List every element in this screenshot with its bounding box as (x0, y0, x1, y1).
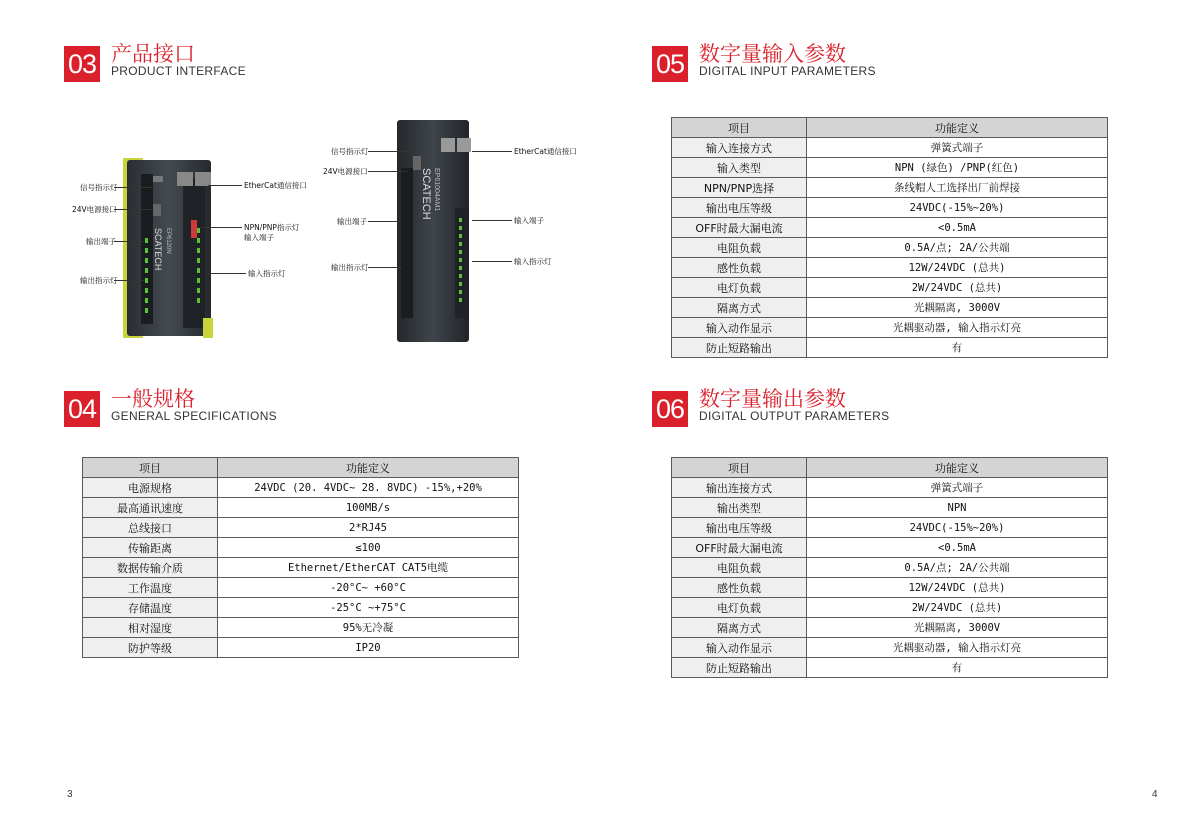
callout-power-port-left: 24V电源接口 (72, 205, 117, 214)
row-value: 12W/24VDC (总共) (807, 578, 1108, 598)
table-row (672, 218, 1108, 238)
section-05-header (652, 42, 952, 82)
row-value: 有 (807, 658, 1108, 678)
section-title-en: DIGITAL OUTPUT PARAMETERS (699, 409, 890, 423)
section-06-header (652, 387, 952, 427)
row-value: -20°C~ +60°C (218, 578, 519, 598)
callout-signal-led-right: 信号指示灯 (331, 147, 369, 156)
row-item: 隔离方式 (672, 298, 807, 318)
right-brand-text: SCATECH (420, 168, 432, 220)
row-value: 12W/24VDC (总共) (807, 258, 1108, 278)
table-row (672, 138, 1108, 158)
section-number: 04 (64, 391, 100, 427)
row-item: 存储温度 (83, 598, 218, 618)
header-item: 项目 (672, 458, 807, 478)
row-value: -25°C ~+75°C (218, 598, 519, 618)
table-row (83, 638, 519, 658)
row-item: 电灯负载 (672, 598, 807, 618)
row-item: 输入动作显示 (672, 638, 807, 658)
row-item: OFF时最大漏电流 (672, 218, 807, 238)
table-header-row (672, 118, 1108, 138)
row-value: IP20 (218, 638, 519, 658)
row-value: ≤100 (218, 538, 519, 558)
callout-input-terminal-left: 输入端子 (244, 233, 274, 242)
product-photo (57, 108, 607, 348)
row-item: 输入连接方式 (672, 138, 807, 158)
table-header-row (672, 458, 1108, 478)
header-definition: 功能定义 (807, 458, 1108, 478)
header-item: 项目 (672, 118, 807, 138)
row-item: 输入类型 (672, 158, 807, 178)
table-row (672, 498, 1108, 518)
leader-line (472, 261, 512, 262)
table-header-row (83, 458, 519, 478)
row-item: 工作温度 (83, 578, 218, 598)
row-value: 95%无冷凝 (218, 618, 519, 638)
row-item: 防止短路输出 (672, 658, 807, 678)
row-value: 24VDC(-15%~20%) (807, 518, 1108, 538)
row-item: NPN/PNP选择 (672, 178, 807, 198)
row-item: 数据传输介质 (83, 558, 218, 578)
leader-line (200, 227, 242, 228)
header-item: 项目 (83, 458, 218, 478)
callout-ethercat-right: EtherCat通信接口 (514, 147, 577, 156)
right-module (397, 120, 471, 342)
row-value: 24VDC (20. 4VDC~ 28. 8VDC) -15%,+20% (218, 478, 519, 498)
row-value: 光耦隔离, 3000V (807, 618, 1108, 638)
callout-output-terminal-right: 输出端子 (337, 217, 367, 226)
row-value: 光耦驱动器, 输入指示灯亮 (807, 318, 1108, 338)
table-row (672, 518, 1108, 538)
row-value: Ethernet/EtherCAT CAT5电缆 (218, 558, 519, 578)
callout-power-port-right: 24V电源接口 (323, 167, 368, 176)
row-value: 0.5A/点; 2A/公共端 (807, 238, 1108, 258)
table-row (672, 638, 1108, 658)
leader-line (114, 187, 154, 188)
header-definition: 功能定义 (807, 118, 1108, 138)
callout-input-terminal-right: 输入端子 (514, 216, 544, 225)
left-brand-text: SCATECH (153, 228, 163, 271)
row-item: 相对湿度 (83, 618, 218, 638)
row-item: 隔离方式 (672, 618, 807, 638)
table-row (672, 258, 1108, 278)
row-item: 输出连接方式 (672, 478, 807, 498)
table-row (672, 558, 1108, 578)
row-value: NPN (807, 498, 1108, 518)
table-body (672, 138, 1108, 358)
table-row (672, 478, 1108, 498)
callout-output-led-left: 输出指示灯 (80, 276, 118, 285)
row-item: 电灯负载 (672, 278, 807, 298)
table-row (83, 578, 519, 598)
row-item: 输入动作显示 (672, 318, 807, 338)
page-number-left: 3 (67, 789, 73, 800)
table-row (83, 618, 519, 638)
table-body (83, 478, 519, 658)
row-item: OFF时最大漏电流 (672, 538, 807, 558)
row-item: 输出类型 (672, 498, 807, 518)
table-row (672, 598, 1108, 618)
row-item: 电阻负载 (672, 238, 807, 258)
section-number: 05 (652, 46, 688, 82)
row-value: 2W/24VDC (总共) (807, 278, 1108, 298)
table-row (672, 158, 1108, 178)
row-value: 光耦隔离, 3000V (807, 298, 1108, 318)
section-title-en: GENERAL SPECIFICATIONS (111, 409, 277, 423)
leader-line (114, 209, 154, 210)
table-row (672, 318, 1108, 338)
table-row (672, 578, 1108, 598)
table-row (672, 538, 1108, 558)
section-number: 03 (64, 46, 100, 82)
row-item: 输出电压等级 (672, 198, 807, 218)
row-item: 传输距离 (83, 538, 218, 558)
section-title-cn: 数字量输出参数 (699, 387, 846, 411)
callout-input-led-left: 输入指示灯 (248, 269, 286, 278)
leader-line (368, 171, 408, 172)
table-row (672, 238, 1108, 258)
row-value: <0.5mA (807, 538, 1108, 558)
product-illustration (57, 108, 607, 348)
table-row (672, 178, 1108, 198)
table-row (83, 518, 519, 538)
callout-input-led-right: 输入指示灯 (514, 257, 552, 266)
row-value: NPN (绿色) /PNP(红色) (807, 158, 1108, 178)
page-number-right: 4 (1152, 789, 1158, 800)
table-row (83, 598, 519, 618)
section-title-en: PRODUCT INTERFACE (111, 64, 246, 78)
row-value: <0.5mA (807, 218, 1108, 238)
header-definition: 功能定义 (218, 458, 519, 478)
row-item: 防止短路输出 (672, 338, 807, 358)
row-value: 2*RJ45 (218, 518, 519, 538)
leader-line (114, 280, 144, 281)
leader-line (368, 267, 402, 268)
section-title-cn: 产品接口 (111, 42, 195, 66)
section-04-header (64, 387, 364, 427)
table-row (83, 498, 519, 518)
section-title-cn: 数字量输入参数 (699, 42, 846, 66)
leader-line (368, 151, 410, 152)
row-value: 2W/24VDC (总共) (807, 598, 1108, 618)
leader-line (114, 241, 144, 242)
row-item: 感性负载 (672, 258, 807, 278)
row-value: 有 (807, 338, 1108, 358)
row-item: 最高通讯速度 (83, 498, 218, 518)
row-item: 电源规格 (83, 478, 218, 498)
row-item: 输出电压等级 (672, 518, 807, 538)
table-row (83, 558, 519, 578)
digital-input-table (671, 117, 1108, 358)
row-value: 0.5A/点; 2A/公共端 (807, 558, 1108, 578)
section-03-header (64, 42, 364, 82)
general-specs-table (82, 457, 519, 658)
section-title-cn: 一般规格 (111, 387, 195, 411)
left-model-text: EP6120N (165, 228, 171, 254)
table-row (672, 618, 1108, 638)
callout-ethercat-left: EtherCat通信接口 (244, 181, 307, 190)
table-body (672, 478, 1108, 678)
leader-line (206, 273, 246, 274)
row-item: 总线接口 (83, 518, 218, 538)
digital-output-table (671, 457, 1108, 678)
callout-signal-led-left: 信号指示灯 (80, 183, 118, 192)
leader-line (472, 151, 512, 152)
table-row (672, 338, 1108, 358)
row-item: 感性负载 (672, 578, 807, 598)
table-row (672, 278, 1108, 298)
callout-output-led-right: 输出指示灯 (331, 263, 369, 272)
section-number: 06 (652, 391, 688, 427)
callout-npn-pnp-left: NPN/PNP指示灯 (244, 223, 300, 232)
table-row (83, 478, 519, 498)
row-value: 弹簧式端子 (807, 478, 1108, 498)
row-item: 电阻负载 (672, 558, 807, 578)
right-model-text: EP61004AM1 (433, 168, 440, 212)
leader-line (368, 221, 402, 222)
table-row (672, 298, 1108, 318)
row-item: 防护等级 (83, 638, 218, 658)
table-row (83, 538, 519, 558)
row-value: 100MB/s (218, 498, 519, 518)
table-row (672, 658, 1108, 678)
leader-line (472, 220, 512, 221)
leader-line (208, 185, 242, 186)
row-value: 24VDC(-15%~20%) (807, 198, 1108, 218)
callout-output-terminal-left: 输出端子 (86, 237, 116, 246)
table-row (672, 198, 1108, 218)
section-title-en: DIGITAL INPUT PARAMETERS (699, 64, 876, 78)
row-value: 弹簧式端子 (807, 138, 1108, 158)
row-value: 条线帽人工选择出厂前焊接 (807, 178, 1108, 198)
row-value: 光耦驱动器, 输入指示灯亮 (807, 638, 1108, 658)
